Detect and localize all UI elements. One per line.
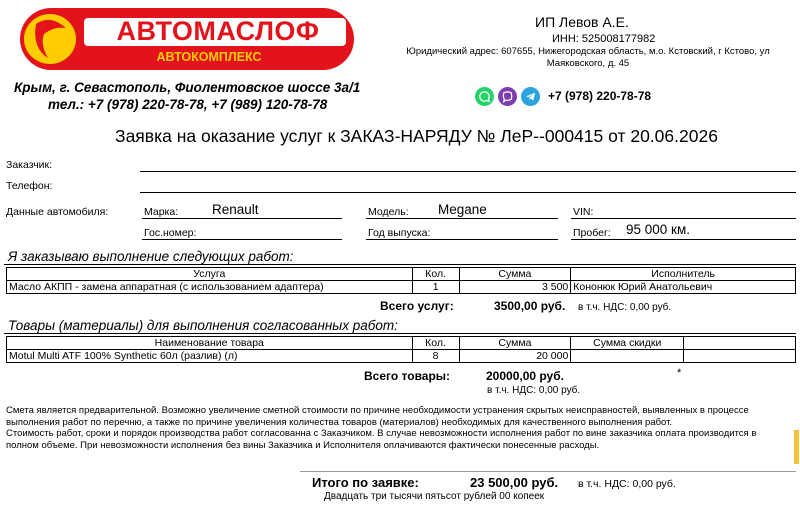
customer-label: Заказчик: <box>6 159 53 171</box>
year-line <box>366 239 558 240</box>
vin-label: VIN: <box>573 206 594 218</box>
model-line <box>366 218 558 219</box>
plate-line <box>142 239 342 240</box>
org-name: ИП Левов А.Е. <box>535 14 629 30</box>
services-section-title: Я заказываю выполнение следующих работ: <box>8 249 294 264</box>
goods-table <box>6 336 796 363</box>
header-goods-name: Наименование товара <box>7 337 413 350</box>
logo-text: АВТОМАСЛОФ <box>116 16 320 46</box>
messenger-contacts <box>475 86 651 106</box>
phone-label: Телефон: <box>6 180 53 192</box>
goods-empty-cell <box>684 350 796 363</box>
make-line <box>142 218 342 219</box>
note-paragraph-2: Стоимость работ, сроки и порядок производства работ согласованна с Заказчиком. В случае невозможности исполнения работ по вине заказчика оплата производится в полном объеме. При невозможности исполнения без вины Заказчика и Исполнителя оплачиваются фактически понесенные расходы. <box>6 428 757 451</box>
org-legal-address: Юридический адрес: 607655, Нижегородская область, м.о. Кстовский, г Кстово, ул Маяковского, д. 45 <box>406 46 770 69</box>
org-inn: ИНН: 525008177982 <box>552 33 656 45</box>
goods-section-title: Товары (материалы) для выполнения согласованных работ: <box>8 318 398 333</box>
year-label: Год выпуска: <box>368 227 431 239</box>
services-total-value: 3500,00 руб. <box>494 299 566 313</box>
model-label: Модель: <box>368 206 409 218</box>
messenger-phone: +7 (978) 220-78-78 <box>548 89 652 103</box>
page-edge-marker <box>794 430 799 464</box>
goods-total-value: 20000,00 руб. <box>486 369 564 383</box>
grand-total-label: Итого по заявке: <box>312 475 419 490</box>
viber-icon <box>498 87 517 106</box>
goods-name: Motul Multi ATF 100% Synthetic 60л (разлив) (л) <box>7 350 413 363</box>
grand-total-vat: в т.ч. НДС: 0,00 руб. <box>578 478 676 490</box>
whatsapp-icon <box>475 87 494 106</box>
mileage-value: 95 000 км. <box>626 222 690 237</box>
goods-discount <box>571 350 684 363</box>
header-goods-empty <box>684 337 796 350</box>
mileage-line <box>571 239 796 240</box>
services-title-line <box>4 264 796 265</box>
phone-line <box>140 192 796 193</box>
mileage-label: Пробег: <box>573 227 611 239</box>
table-row <box>7 350 796 363</box>
goods-asterisk: * <box>677 367 682 379</box>
header-executor: Исполнитель <box>571 268 796 281</box>
total-top-line <box>300 471 796 472</box>
goods-total-label: Всего товары: <box>364 369 451 383</box>
goods-header-row <box>7 337 796 350</box>
note-paragraph-1: Смета является предварительной. Возможно увеличение сметной стоимости по причине необходимости устранения скрытых неисправностей, выявленных в процессе выполнения работ по перечню, а также по причине увеличения количества товаров (материалов) необходимых для качественного выполнения работ. <box>6 405 749 428</box>
estimate-notes <box>6 405 758 451</box>
header-goods-qty: Кол. <box>412 337 459 350</box>
telegram-icon <box>521 87 540 106</box>
service-qty: 1 <box>412 281 459 294</box>
services-total-label: Всего услуг: <box>380 299 454 313</box>
service-sum: 3 500 <box>459 281 571 294</box>
goods-title-line <box>4 333 796 334</box>
grand-total-in-words: Двадцать три тысячи пятьсот рублей 00 копеек <box>324 491 545 502</box>
header-qty: Кол. <box>412 268 459 281</box>
goods-sum: 20 000 <box>459 350 571 363</box>
goods-qty: 8 <box>412 350 459 363</box>
header-goods-sum: Сумма <box>459 337 571 350</box>
services-header-row <box>7 268 796 281</box>
goods-vat: в т.ч. НДС: 0,00 руб. <box>487 385 581 396</box>
grand-total-value: 23 500,00 руб. <box>470 475 559 490</box>
header-sum: Сумма <box>459 268 571 281</box>
header-goods-discount: Сумма скидки <box>571 337 684 350</box>
services-vat: в т.ч. НДС: 0,00 руб. <box>578 302 672 313</box>
model-value: Megane <box>438 202 487 217</box>
table-row <box>7 281 796 294</box>
services-table <box>6 267 796 294</box>
company-phones: тел.: +7 (978) 220-78-78, +7 (989) 120-78-78 <box>48 97 328 112</box>
document-title: Заявка на оказание услуг к ЗАКАЗ-НАРЯДУ № ЛеР--000415 от 20.06.2026 <box>115 126 718 146</box>
vin-line <box>571 218 796 219</box>
make-value: Renault <box>212 202 259 217</box>
plate-label: Гос.номер: <box>144 227 197 239</box>
service-name: Масло АКПП - замена аппаратная (с использованием адаптера) <box>7 281 413 294</box>
header-service: Услуга <box>7 268 413 281</box>
company-logo <box>14 4 360 74</box>
customer-line <box>140 171 796 172</box>
service-executor: Кононюк Юрий Анатольевич <box>571 281 796 294</box>
company-address: Крым, г. Севастополь, Фиолентовское шоссе 3а/1 <box>14 80 361 95</box>
make-label: Марка: <box>144 206 179 218</box>
logo-subtext: АВТОКОМПЛЕКС <box>156 50 262 64</box>
car-label: Данные автомобиля: <box>6 206 109 218</box>
